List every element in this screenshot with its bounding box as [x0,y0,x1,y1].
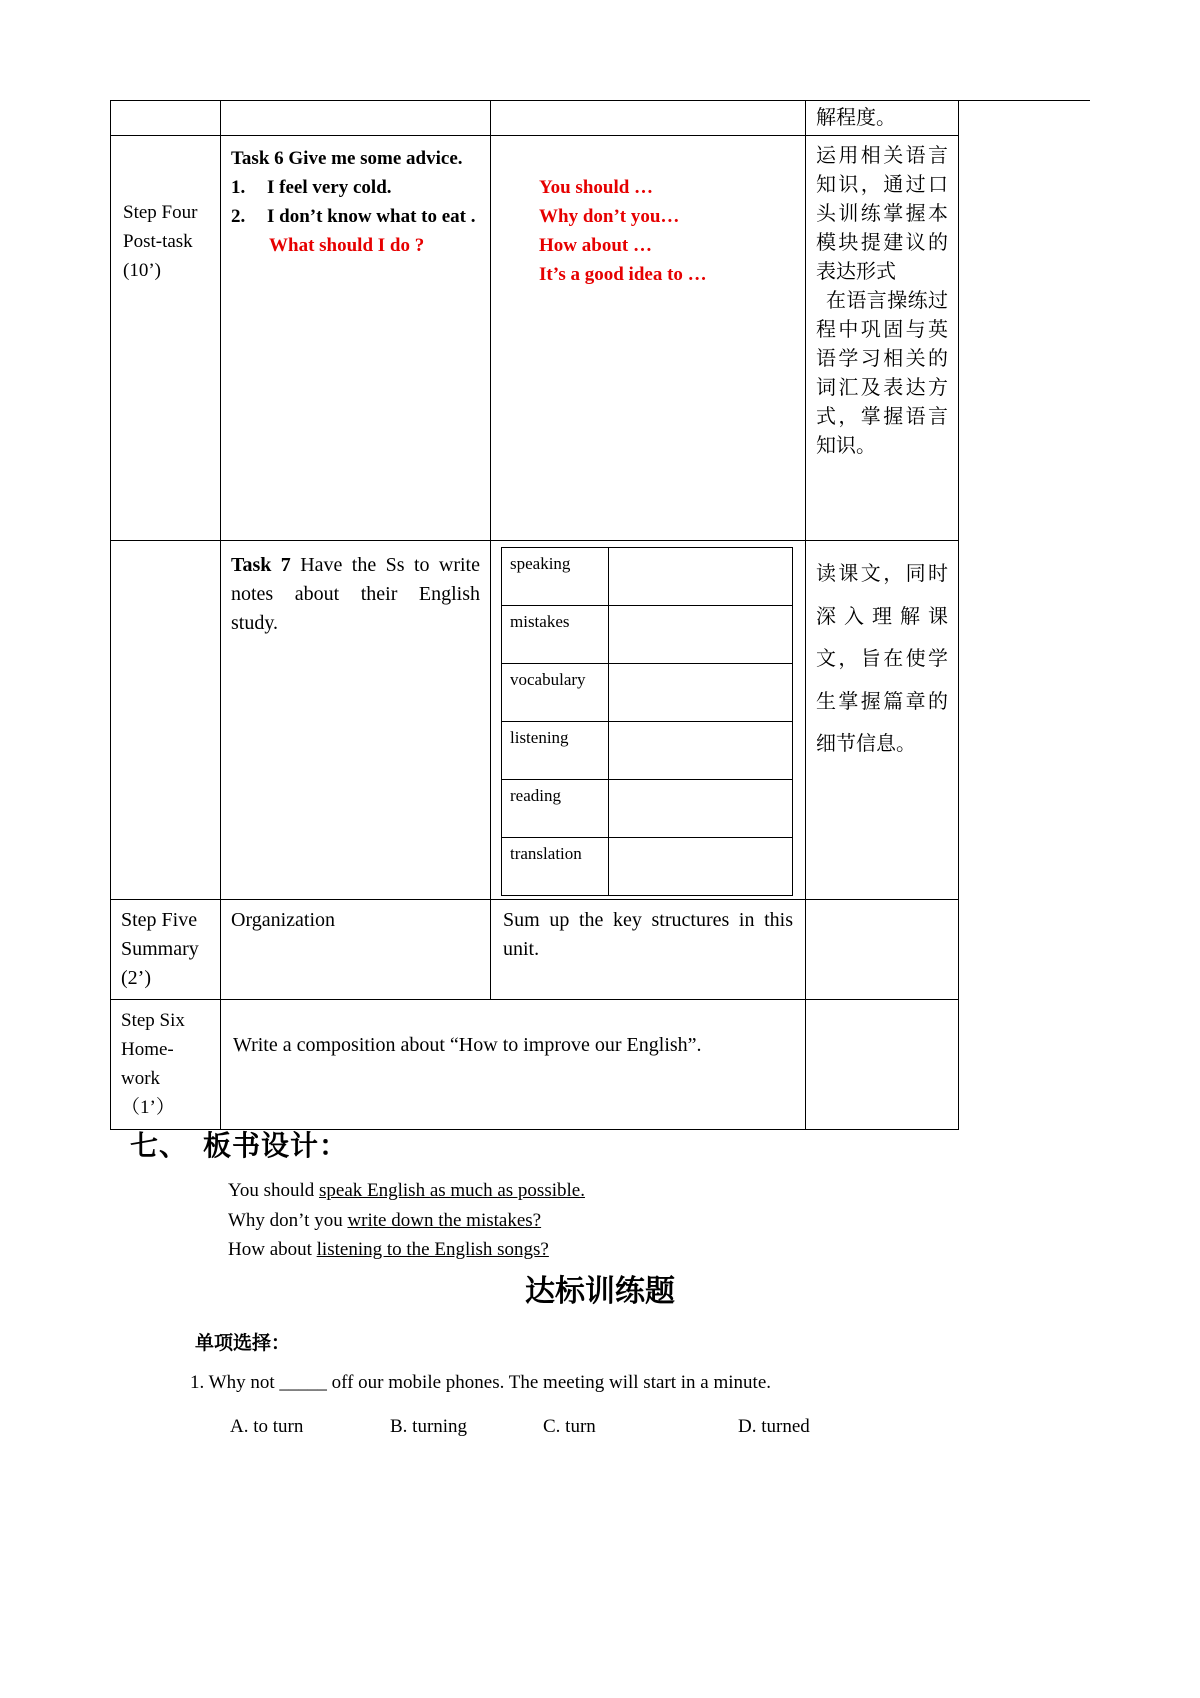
task6-cell [221,136,491,541]
notes-row [502,606,793,664]
quiz-option-c: C. turn [543,1416,596,1437]
table-row-step-six [111,1000,959,1130]
quiz-option-a: A. to turn [230,1416,304,1437]
homework-cell: Write a composition about “How to improve our English”. [221,1000,806,1130]
task6-item-2 [231,202,480,231]
board-line [228,1206,585,1236]
board-line-prefix: You should [228,1180,319,1201]
board-line-underlined: listening to the English songs? [316,1239,549,1260]
board-line [228,1176,585,1206]
notes-value-cell [609,664,793,722]
step-label-line: work [121,1068,161,1089]
notes-row [502,664,793,722]
lesson-plan-table [110,100,959,1130]
item-text: I feel very cold. [267,177,392,198]
quiz-title: 达标训练题 [525,1275,675,1308]
pattern-line: It’s a good idea to … [539,264,707,285]
step-label-line: (2’) [121,967,151,989]
table-row-step-four [111,136,959,541]
notes-label: vocabulary [502,664,609,722]
board-line-underlined: speak English as much as possible. [319,1180,585,1201]
empty-cell [806,900,959,1000]
notes-value-cell [609,722,793,780]
objective-cell-task-seven: 读课文，同时深入理解课文，旨在使学生掌握篇章的细节信息。 [806,541,959,900]
notes-label: translation [502,838,609,896]
quiz-options [0,1416,1200,1442]
step-five-cell [111,900,221,1000]
task7-cell [221,541,491,900]
notes-value-cell [609,780,793,838]
table-top-border-extension [959,100,1090,101]
quiz-question-1: 1. Why not _____ off our mobile phones. The meeting will start in a minute. [190,1372,772,1393]
quiz-option-b: B. turning [390,1416,468,1437]
table-row-task-seven [111,541,959,900]
board-line [228,1235,585,1265]
sentence-patterns-cell [491,136,806,541]
notes-row [502,722,793,780]
task7-text: Have the Ss to write notes about their English study. [231,554,480,634]
notes-row [502,780,793,838]
item-number: 2. [231,206,246,227]
task6-title: Task 6 Give me some advice. [231,148,463,169]
objective-paragraph: 运用相关语言知识，通过口头训练掌握本模块提建议的表达形式 [816,145,948,283]
empty-cell [111,101,221,136]
step-label-line: Step Four [123,202,198,223]
board-design-heading: 七、 板书设计： [130,1130,349,1161]
board-line-prefix: Why don’t you [228,1209,348,1231]
pattern-line: You should … [539,177,654,198]
table-row-step-five [111,900,959,1000]
step-six-cell [111,1000,221,1130]
notes-label: mistakes [502,606,609,664]
item-number: 1. [231,177,246,198]
objective-cell-step-four [806,136,959,541]
step-label-line: Summary [121,938,199,960]
board-design-lines [228,1176,585,1265]
pattern-line: How about … [539,235,652,256]
board-line-underlined: write down the mistakes? [347,1209,542,1231]
step-label-line: Post-task [123,231,193,252]
notes-row [502,838,793,896]
empty-cell [221,101,491,136]
quiz-section-label: 单项选择： [195,1333,291,1354]
notes-label: reading [502,780,609,838]
notes-value-cell [609,606,793,664]
task6-item-1 [231,173,480,202]
notes-value-cell [609,548,793,606]
notes-value-cell [609,838,793,896]
quiz-option-d: D. turned [738,1416,810,1437]
notes-table [501,547,793,896]
table-row-top-partial [111,101,959,136]
task6-question: What should I do ? [269,235,425,256]
board-line-prefix: How about [228,1239,317,1260]
notes-label: listening [502,722,609,780]
summary-cell: Sum up the key structures in this unit. [491,900,806,1000]
item-text: I don’t know what to eat . [267,206,476,227]
task7-label: Task 7 [231,554,291,576]
empty-cell [111,541,221,900]
step-label-line: Home- [121,1039,174,1060]
empty-cell [491,101,806,136]
empty-cell [806,1000,959,1130]
step-label-line: Step Five [121,909,198,931]
step-label-line: Step Six [121,1010,185,1031]
notes-table-cell [491,541,806,900]
notes-label: speaking [502,548,609,606]
pattern-line: Why don’t you… [539,206,680,227]
objective-paragraph: 在语言操练过程中巩固与英语学习相关的词汇及表达方式，掌握语言知识。 [816,290,948,457]
notes-table-wrapper [491,541,805,896]
notes-row [502,548,793,606]
step-label-line: （1’） [121,1097,175,1118]
objective-continuation-cell: 解程度。 [806,101,959,136]
organization-cell: Organization [221,900,491,1000]
step-label-line: (10’) [123,260,161,281]
step-four-cell [111,136,221,541]
